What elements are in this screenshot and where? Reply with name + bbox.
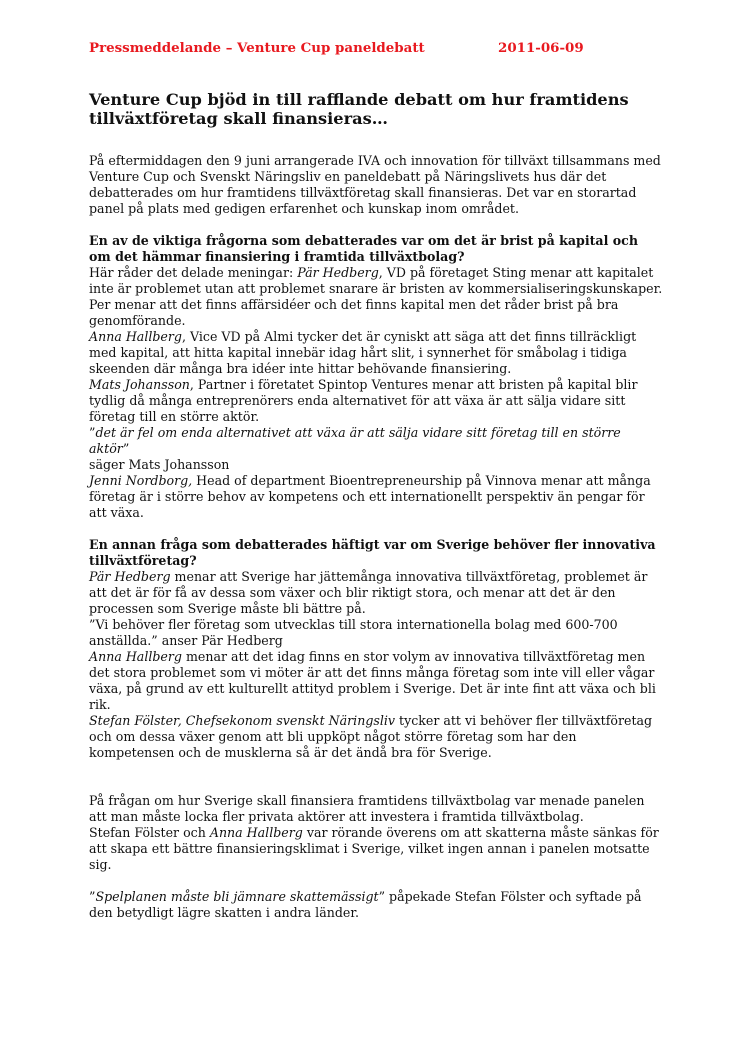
person-name: Anna Hallberg: [89, 329, 182, 344]
section2-paragraph-1: Pär Hedberg menar att Sverige har jättemånga innovativa tillväxtföretag, problemet är att det är för få av dessa som växer och blir riktigt stora, och menar att det är den processen som Sverige måste bli bättre på.: [89, 569, 648, 616]
closing-paragraph-2: Stefan Fölster och Anna Hallberg var rörande överens om att skatterna måste sänkas för att skapa ett bättre finansieringsklimat i Sverige, vilket ingen annan i panelen motsatte sig.: [89, 825, 659, 872]
person-name: Anna Hallberg: [89, 649, 182, 664]
section1-paragraph-4: Jenni Nordborg, Head of department Bioentrepreneurship på Vinnova menar att många företag är i större behov av kompetens och ett internationellt perspektiv än pengar för att växa.: [89, 473, 651, 520]
section1-quote: ”det är fel om enda alternativet att växa är att sälja vidare sitt företag till en större aktör”: [89, 425, 621, 456]
header-title: Pressmeddelande – Venture Cup paneldebatt: [89, 40, 425, 56]
section1-paragraph-3: Mats Johansson, Partner i företatet Spintop Ventures menar att bristen på kapital blir tydlig då många entreprenörers enda alternativet för att växa är att sälja vidare sitt företag till en större aktör.: [89, 377, 638, 424]
section1-paragraph-2: Anna Hallberg, Vice VD på Almi tycker det är cyniskt att säga att det finns tillräckligt med kapital, att hitta kapital innebär idag hårt slit, i synnerhet för småbolag i tidiga skeenden där många bra idéer inte hittar behövande finansiering.: [89, 329, 637, 376]
press-header: [89, 40, 664, 60]
intro-paragraph: På eftermiddagen den 9 juni arrangerade IVA och innovation för tillväxt tillsammans med Venture Cup och Svenskt Näringsliv en paneldebatt på Näringslivets hus där det debatterades om hur framtidens tillväxtföretag skall finansieras. Det var en storartad panel på plats med gedigen erfarenhet och kunskap inom området.: [89, 153, 661, 216]
header-date: 2011-06-09: [498, 40, 584, 56]
article-title: Venture Cup bjöd in till rafflande debatt om hur framtidens tillväxtföretag skall finansieras…: [89, 90, 629, 128]
section1-paragraph-1: Här råder det delade meningar: Pär Hedberg, VD på företaget Sting menar att kapitalet inte är problemet utan att problemet snarare är bristen av kommersialiseringskunskaper. Per menar att det finns affärsidéer och det finns kapital men det råder brist på bra genomförande.: [89, 265, 663, 328]
person-name: Pär Hedberg: [89, 569, 171, 584]
section2-paragraph-2: Anna Hallberg menar att det idag finns en stor volym av innovativa tillväxtföretag men det stora problemet som vi möter är att det finns många företag som inte vill eller vågar växa, på grund av ett kulturellt attityd problem i Sverige. Det är inte fint att växa och bli rik.: [89, 649, 656, 712]
section2-quote: ”Vi behöver fler företag som utvecklas till stora internationella bolag med 600-700 anställda.” anser Pär Hedberg: [89, 617, 618, 648]
person-name: Pär Hedberg: [297, 265, 379, 280]
person-name: Mats Johansson: [89, 377, 190, 392]
closing-paragraph-1: På frågan om hur Sverige skall finansiera framtidens tillväxtbolag var menade panelen att man måste locka fler privata aktörer att investera i framtida tillväxtbolag.: [89, 793, 645, 824]
person-name: Jenni Nordborg,: [89, 473, 193, 488]
section1-quote-attribution: säger Mats Johansson: [89, 457, 230, 472]
section2-paragraph-3: Stefan Fölster, Chefsekonom svenskt Näringsliv tycker att vi behöver fler tillväxtföretag och om dessa växer genom att bli uppköpt något större företag som har den kompetensen och de musklerna så är det ändå bra för Sverige.: [89, 713, 653, 760]
section1-heading: En av de viktiga frågorna som debatterades var om det är brist på kapital och om det hämmar finansiering i framtida tillväxtbolag?: [89, 233, 638, 264]
person-name: Stefan Fölster, Chefsekonom svenskt Näringsliv: [89, 713, 396, 728]
section2-heading: En annan fråga som debatterades häftigt var om Sverige behöver fler innovativa tillväxtföretag?: [89, 537, 656, 568]
closing-quote: ”Spelplanen måste bli jämnare skattemässigt” påpekade Stefan Fölster och syftade på den betydligt lägre skatten i andra länder.: [89, 889, 642, 920]
document-page: [89, 40, 664, 921]
person-name: Anna Hallberg: [209, 825, 303, 840]
